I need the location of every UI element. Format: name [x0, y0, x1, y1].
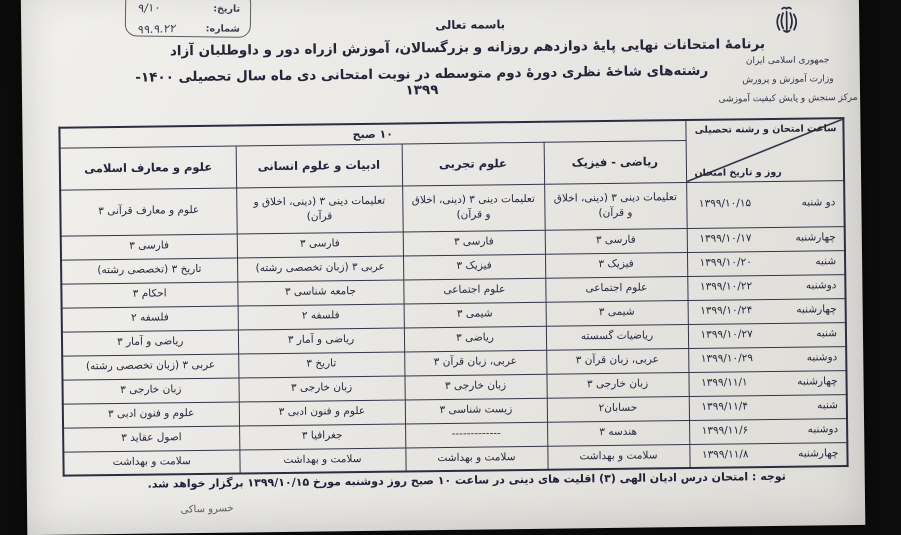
exam-day: چهارشنبه: [798, 447, 839, 460]
doc-title-line1: برنامهٔ امتحانات نهایی پایهٔ دوازدهم روزانه و بزرگسالان، آموزش ازراه دور و داوطلبان آزاد: [169, 36, 766, 60]
subject-cell: عربی، زبان قرآن ۳: [546, 348, 688, 374]
exam-day: شنبه: [816, 327, 838, 340]
subject-cell: تاریخ ۳ (تخصصی رشته): [61, 258, 237, 284]
date-day-cell: [688, 346, 846, 372]
exam-date: ۱۳۹۹/۱۰/۲۷: [700, 328, 753, 342]
exam-date: ۱۳۹۹/۱۰/۲۰: [699, 256, 752, 270]
subject-cell: عربی ۳ (زبان تخصصی رشته): [237, 255, 403, 281]
agency-center: مرکز سنجش و پایش کیفیت آموزشی: [718, 92, 858, 105]
column-header-maaref: علوم و معارف اسلامی: [60, 146, 237, 190]
subject-cell: عربی، زبان قرآن ۳: [404, 350, 546, 376]
subject-cell: فارسی ۳: [237, 231, 403, 257]
subject-cell: زبان خارجی ۳: [546, 372, 688, 398]
subject-cell: جغرافیا ۳: [239, 423, 405, 449]
subject-cell: حسابان۲: [547, 396, 689, 422]
subject-cell: علوم و فنون ادبی ۳: [63, 402, 239, 428]
footer-note: توجه : امتحان درس ادیان الهی (۳) اقلیت های دینی در ساعت ۱۰ صبح روز دوشنبه مورخ ۱۳۹۹/۱۰/۱۵ برگزار خواهد شد.: [147, 469, 786, 491]
stamp-number-label: شماره:: [205, 23, 240, 36]
exam-date: ۱۳۹۹/۱۱/۸: [701, 448, 749, 461]
subject-cell: فارسی ۳: [61, 234, 237, 260]
subject-cell: سلامت و بهداشت: [547, 444, 689, 470]
date-day-cell: [688, 370, 846, 396]
subject-cell: جامعه شناسی ۳: [237, 279, 403, 305]
subject-cell: -------------: [405, 422, 547, 448]
exam-schedule-table: [58, 117, 848, 477]
subject-cell: شیمی ۳: [546, 300, 688, 326]
exam-day: چهارشنبه: [796, 303, 837, 317]
subject-cell: سلامت و بهداشت: [405, 446, 547, 472]
subject-cell: فیزیک ۳: [545, 252, 687, 278]
exam-day: چهارشنبه: [797, 375, 838, 389]
subject-cell: ریاضیات گسسته: [546, 324, 688, 350]
exam-date: ۱۳۹۹/۱۰/۱۷: [699, 232, 752, 246]
signature-name: خسرو ساکی: [180, 503, 234, 516]
date-day-cell: [687, 250, 845, 276]
corner-label-bottom: روز و تاریخ امتحان: [694, 166, 782, 179]
subject-cell: تعلیمات دینی ۳ (دینی، اخلاق و قرآن): [236, 185, 403, 233]
subject-cell: تاریخ ۳: [238, 351, 404, 377]
date-day-cell: [688, 298, 846, 324]
subject-cell: احکام ۳: [61, 282, 237, 308]
date-day-cell: [689, 442, 847, 468]
agency-ministry: وزارت آموزش و پرورش: [742, 74, 834, 86]
stamp-box: [125, 0, 252, 38]
date-day-cell: [687, 226, 845, 252]
subject-cell: سلامت و بهداشت: [239, 447, 405, 473]
subject-cell: فلسفه ۲: [62, 306, 238, 332]
subject-cell: زبان خارجی ۳: [238, 375, 404, 401]
subject-cell: ریاضی و آمار ۳: [238, 327, 404, 353]
subject-cell: علوم اجتماعی: [545, 276, 687, 302]
exam-date: ۱۳۹۹/۱۰/۲۲: [699, 280, 753, 294]
subject-cell: ریاضی ۳: [404, 326, 546, 352]
date-day-cell: [689, 394, 847, 420]
subject-cell: اصول عقاید ۳: [63, 426, 239, 452]
subject-cell: تعلیمات دینی ۳ (دینی، اخلاق و قرآن): [544, 182, 687, 230]
exam-day: دو شنبه: [801, 196, 836, 210]
subject-cell: فلسفه ۲: [238, 303, 404, 329]
subject-cell: فیزیک ۳: [403, 254, 545, 280]
subject-cell: علوم اجتماعی: [403, 278, 545, 304]
iran-emblem-icon: [772, 6, 801, 38]
doc-title-line2: رشته‌های شاخهٔ نظری دورهٔ دوم متوسطه در نوبت امتحانی دی ماه سال تحصیلی ۱۴۰۰- ۱۳۹۹: [135, 62, 709, 99]
subject-cell: سلامت و بهداشت: [63, 450, 239, 476]
time-header: ۱۰ صبح: [59, 120, 685, 148]
exam-day: شنبه: [817, 399, 838, 412]
exam-date: ۱۳۹۹/۱۱/۴: [701, 400, 749, 414]
exam-day: دوشنبه: [806, 351, 838, 364]
subject-cell: فارسی ۳: [403, 230, 545, 256]
subject-cell: هندسه ۳: [547, 420, 689, 446]
exam-day: دوشنبه: [807, 423, 839, 436]
bismillah: باسمه تعالی: [435, 17, 506, 33]
subject-cell: زبان خارجی ۳: [404, 374, 546, 400]
stamp-number-value: ۹۹.۹.۲۲: [136, 20, 178, 37]
exam-day: شنبه: [815, 255, 837, 268]
exam-date: ۱۳۹۹/۱۰/۱۵: [698, 197, 752, 211]
corner-label-top: ساعت امتحان و رشته تحصیلی: [694, 123, 837, 136]
column-header-ensani: ادبیات و علوم انسانی: [236, 143, 403, 187]
subject-cell: علوم و فنون ادبی ۳: [239, 399, 405, 425]
subject-cell: زیست شناسی ۳: [405, 398, 547, 424]
subject-cell: شیمی ۳: [404, 302, 546, 328]
scanned-page: [21, 0, 866, 535]
column-header-tajrobi: علوم تجربی: [402, 142, 545, 186]
agency-block: [697, 5, 878, 105]
subject-cell: زبان خارجی ۳: [62, 378, 238, 404]
exam-date: ۱۳۹۹/۱۱/۶: [701, 424, 749, 438]
date-day-cell: [689, 418, 847, 444]
exam-table-body: [60, 180, 847, 476]
exam-day: دوشنبه: [805, 279, 837, 292]
agency-country: جمهوری اسلامی ایران: [745, 55, 830, 67]
subject-cell: ریاضی و آمار ۳: [62, 330, 238, 356]
subject-cell: تعلیمات دینی ۳ (دینی، اخلاق و قرآن): [402, 184, 545, 232]
exam-date: ۱۳۹۹/۱۰/۲۴: [700, 304, 753, 318]
subject-cell: عربی ۳ (زبان تخصصی رشته): [62, 354, 238, 380]
date-day-cell: [686, 180, 845, 228]
subject-cell: علوم و معارف قرآنی ۳: [60, 188, 237, 236]
corner-header-cell: [685, 118, 844, 182]
date-day-cell: [688, 322, 846, 348]
exam-day: چهارشنبه: [795, 231, 836, 245]
exam-date: ۱۳۹۹/۱۰/۲۹: [700, 352, 754, 366]
date-day-cell: [687, 274, 845, 300]
subject-cell: فارسی ۳: [545, 228, 687, 254]
exam-date: ۱۳۹۹/۱۱/۱: [701, 376, 748, 390]
stamp-date-label: تاریخ:: [213, 3, 241, 15]
stamp-date-value: ۹/۱۰: [137, 0, 162, 16]
column-header-riazi: ریاضی - فیزیک: [544, 140, 687, 184]
